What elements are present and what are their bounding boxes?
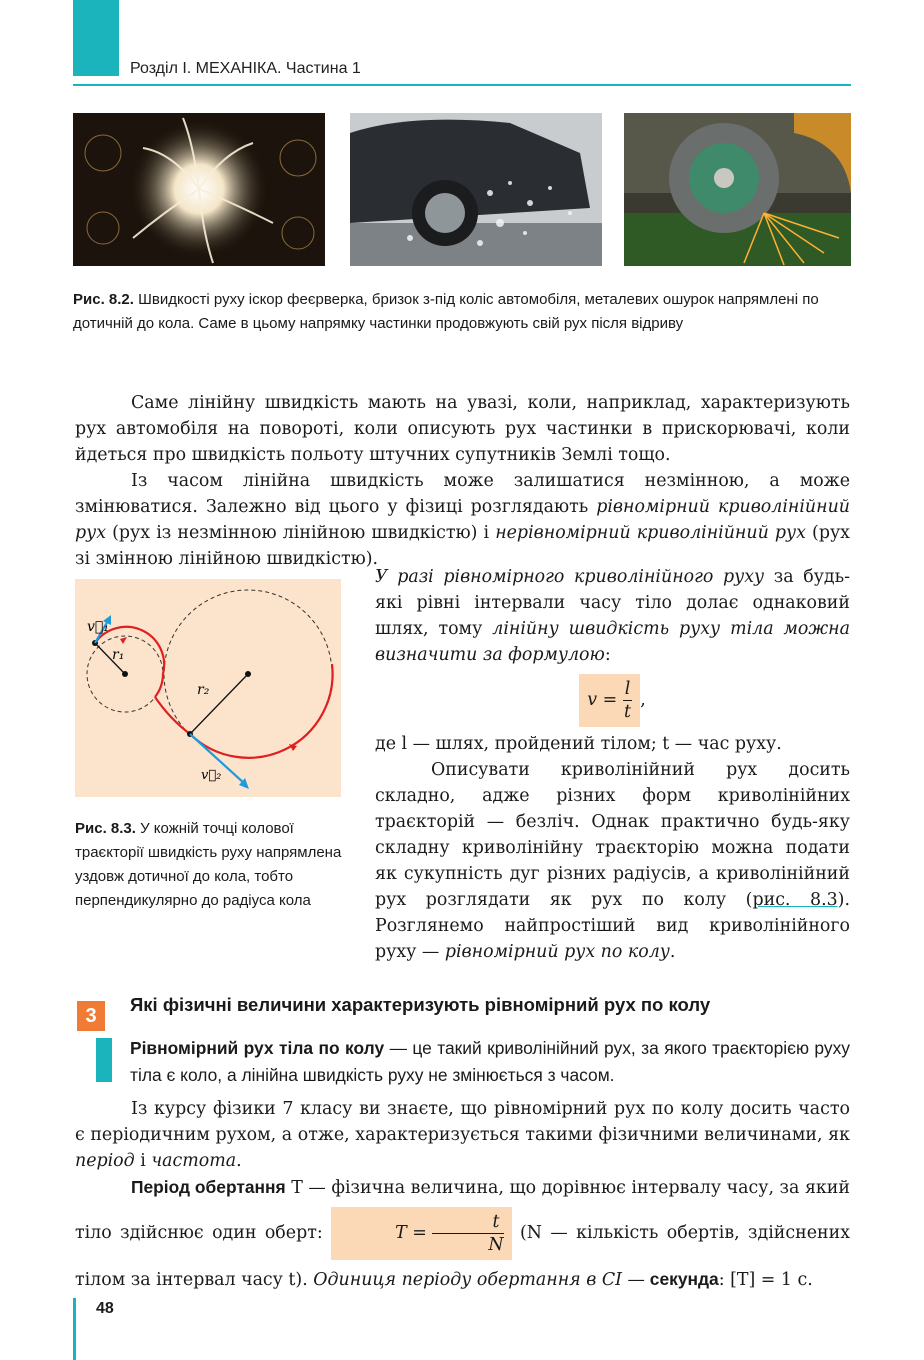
running-header: Розділ І. МЕХАНІКА. Частина 1 <box>130 60 361 77</box>
numerator: l <box>624 679 631 699</box>
paragraph-block-4 <box>75 1168 850 1299</box>
term-italic: нерівномірний криволінійний рух <box>495 523 806 543</box>
figure-reference-link[interactable]: рис. 8.3 <box>752 890 838 910</box>
denominator: t <box>623 702 631 722</box>
footer-accent-bar <box>73 1298 76 1360</box>
term-italic: період <box>75 1151 135 1171</box>
term-italic: лінійну швидкість руху тіла можна визначити за формулою <box>375 619 850 665</box>
paragraph-block-1 <box>75 390 850 572</box>
header-accent-block <box>73 0 119 76</box>
fireworks-photo <box>73 113 325 266</box>
section-number-badge: 3 <box>77 1001 105 1031</box>
text-run: T — фізична величина, що дорівнює інтервалу часу, за який тіло здійснює один оберт: <box>75 1178 850 1243</box>
paragraph: де l — шлях, пройдений тілом; t — час руху. <box>375 734 782 754</box>
formula-lhs: T = <box>395 1223 427 1243</box>
grinder-sparks-photo <box>624 113 851 266</box>
label-r1: r₁ <box>112 647 125 663</box>
text-run: (рух зі змінною лінійною швидкістю). <box>75 523 850 569</box>
car-splash-photo <box>350 113 602 266</box>
text-run: , <box>640 690 646 710</box>
figure-caption-text: У кожній точці колової траєкторії швидкість руху напрямлена уздовж дотичної до кола, тобто перпендикулярно до радіуса кола <box>75 820 342 909</box>
paragraph <box>130 1035 850 1089</box>
text-run: . <box>236 1151 242 1171</box>
term-italic: рівномірний криволінійний рух <box>75 497 850 543</box>
velocity-formula <box>579 674 640 727</box>
text-run: і <box>134 1151 152 1171</box>
trajectory-arc-small <box>95 627 164 697</box>
paragraph <box>375 564 850 668</box>
definition-text: — це такий криволінійний рух, за якого траєкторією руху тіла є коло, а лінійна швидкість руху не змінюється з часом. <box>130 1038 850 1085</box>
header-divider <box>73 84 851 86</box>
paragraph: Саме лінійну швидкість мають на увазі, коли, наприклад, характеризують рух автомобіля на повороті, коли описують рух частинки в прискорювачі, коли йдеться про швидкість польоту штучних супутників Землі тощо. <box>75 393 850 465</box>
paragraph <box>375 757 850 965</box>
label-v1: v⃗₁ <box>87 619 109 635</box>
denominator: N <box>488 1235 504 1255</box>
page-number: 48 <box>96 1300 114 1317</box>
term-italic: У разі рівномірного криволінійного руху <box>375 567 765 587</box>
term-italic: частота <box>151 1151 237 1171</box>
definition-block <box>130 1035 850 1089</box>
text-run: (рух із незмінною лінійною швидкістю) і <box>106 523 496 543</box>
text-run: (N — кількість обертів, здійснених тілом за інтервал часу t). <box>75 1223 851 1290</box>
text-run: за будь-які рівні інтервали часу тіло долає однаковий шлях, тому <box>375 567 850 639</box>
right-column-text <box>375 564 850 965</box>
term-italic: Одиниця періоду обертання в СІ — <box>313 1270 645 1290</box>
center-point <box>122 671 128 677</box>
figure-8-2-caption <box>73 288 853 336</box>
figure-8-3-diagram <box>75 579 341 797</box>
definition-accent-bar <box>96 1038 112 1082</box>
paragraph <box>75 1096 850 1174</box>
paragraph <box>75 468 850 572</box>
term-bold: секунда <box>644 1269 719 1289</box>
text-run: ). Розглянемо найпростіший вид криволінійного руху — <box>375 890 850 962</box>
label-r2: r₂ <box>197 682 210 698</box>
term-bold: Період обертання <box>131 1177 286 1197</box>
figure-label: Рис. 8.2. <box>73 291 134 308</box>
formula-lhs: v = <box>587 690 618 710</box>
fraction <box>623 678 633 723</box>
text-run: Описувати криволінійний рух досить складно, адже різних форм криволінійних траєкторій — безліч. Однак практично будь-яку складну криволінійну траєкторію можна подати як сукупність дуг різних радіусів, а криволінійний рух розглядати як рух по колу ( <box>375 760 850 910</box>
text-run: Із часом лінійна швидкість може залишатися незмінною, а може змінюватися. Залежно від цього у фізиці розглядають <box>75 471 850 517</box>
period-formula <box>331 1207 511 1260</box>
definition-term: Рівномірний рух тіла по колу <box>130 1038 385 1058</box>
numerator: t <box>432 1211 503 1234</box>
text-run: Із курсу фізики 7 класу ви знаєте, що рівномірний рух по колу досить часто є періодичним рухом, а отже, характеризується такими фізичними величинами, як <box>75 1099 850 1145</box>
center-point <box>245 671 251 677</box>
trajectory-arc-large <box>190 664 333 758</box>
paragraph <box>75 1168 850 1299</box>
term-italic: рівномірний рух по колу <box>444 942 670 962</box>
figure-label: Рис. 8.3. <box>75 820 136 837</box>
text-run: : <box>604 645 611 665</box>
fraction <box>432 1211 503 1256</box>
trajectory-transition <box>155 697 190 734</box>
figure-8-3-caption <box>75 817 345 913</box>
text-run: : [T] = 1 с. <box>718 1270 813 1290</box>
paragraph-block-3 <box>75 1096 850 1174</box>
label-v2: v⃗₂ <box>201 768 222 783</box>
figure-caption-text: Швидкості руху іскор феєрверка, бризок з-під коліс автомобіля, металевих ошурок напрямлені по дотичній до кола. Саме в цьому напрямку частинки продовжують свій рух після відриву <box>73 291 819 332</box>
formula-line <box>375 674 850 727</box>
text-run: . <box>669 942 676 962</box>
direction-arrow-icon <box>120 637 127 644</box>
section-title: Які фізичні величини характеризують рівномірний рух по колу <box>130 994 711 1015</box>
